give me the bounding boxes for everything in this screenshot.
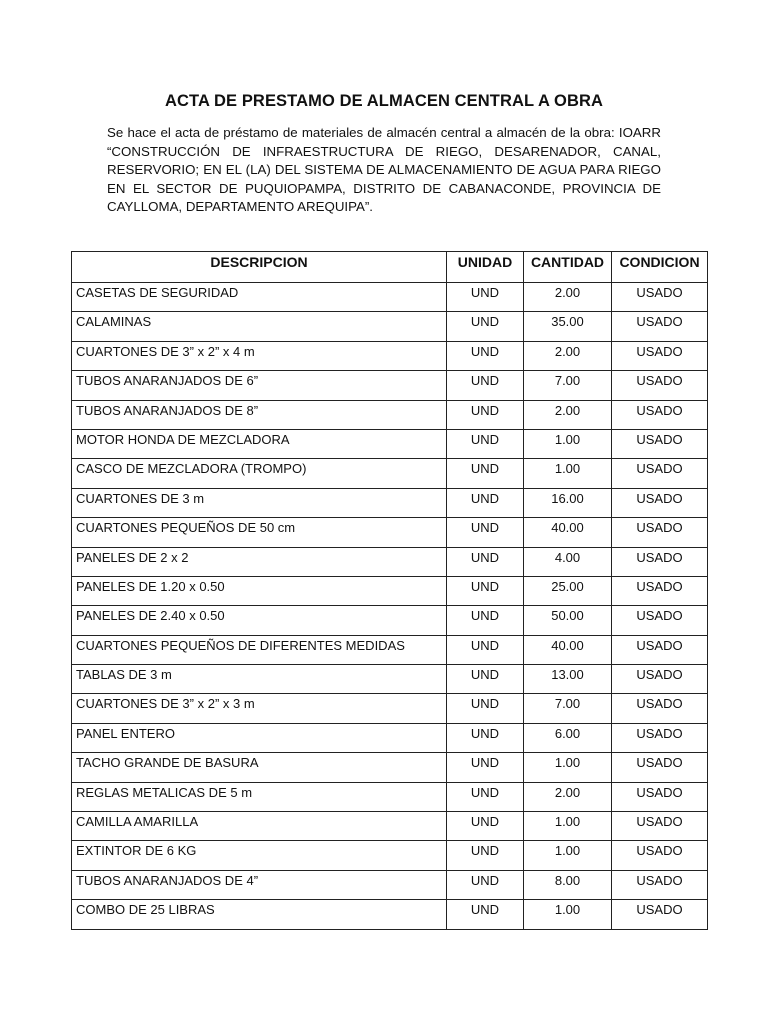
cell-unidad: UND <box>447 694 524 723</box>
cell-unidad: UND <box>447 459 524 488</box>
cell-condicion: USADO <box>612 870 708 899</box>
cell-cantidad: 6.00 <box>524 723 612 752</box>
cell-condicion: USADO <box>612 782 708 811</box>
cell-descripcion: TUBOS ANARANJADOS DE 6” <box>72 371 447 400</box>
table-row <box>72 576 708 605</box>
table-row <box>72 488 708 517</box>
cell-condicion: USADO <box>612 283 708 312</box>
cell-descripcion: TABLAS DE 3 m <box>72 665 447 694</box>
table-row <box>72 606 708 635</box>
cell-cantidad: 50.00 <box>524 606 612 635</box>
cell-descripcion: PANELES DE 2.40 x 0.50 <box>72 606 447 635</box>
cell-unidad: UND <box>447 900 524 929</box>
cell-cantidad: 7.00 <box>524 694 612 723</box>
table-row <box>72 723 708 752</box>
cell-cantidad: 1.00 <box>524 753 612 782</box>
cell-descripcion: MOTOR HONDA DE MEZCLADORA <box>72 429 447 458</box>
cell-unidad: UND <box>447 488 524 517</box>
cell-descripcion: EXTINTOR DE 6 KG <box>72 841 447 870</box>
cell-descripcion: CASETAS DE SEGURIDAD <box>72 283 447 312</box>
cell-cantidad: 1.00 <box>524 812 612 841</box>
cell-unidad: UND <box>447 518 524 547</box>
table-row <box>72 341 708 370</box>
materials-table <box>71 251 708 930</box>
table-row <box>72 694 708 723</box>
table-row <box>72 429 708 458</box>
cell-unidad: UND <box>447 723 524 752</box>
table-row <box>72 782 708 811</box>
cell-descripcion: CUARTONES DE 3” x 2” x 4 m <box>72 341 447 370</box>
cell-descripcion: CAMILLA AMARILLA <box>72 812 447 841</box>
cell-condicion: USADO <box>612 576 708 605</box>
cell-descripcion: CUARTONES PEQUEÑOS DE DIFERENTES MEDIDAS <box>72 635 447 664</box>
table-row <box>72 900 708 929</box>
cell-condicion: USADO <box>612 812 708 841</box>
cell-descripcion: PANELES DE 2 x 2 <box>72 547 447 576</box>
cell-cantidad: 40.00 <box>524 635 612 664</box>
cell-unidad: UND <box>447 841 524 870</box>
cell-unidad: UND <box>447 782 524 811</box>
cell-condicion: USADO <box>612 694 708 723</box>
cell-cantidad: 1.00 <box>524 429 612 458</box>
table-row <box>72 547 708 576</box>
cell-unidad: UND <box>447 635 524 664</box>
table-row <box>72 635 708 664</box>
header-descripcion: DESCRIPCION <box>72 252 447 283</box>
cell-unidad: UND <box>447 606 524 635</box>
cell-unidad: UND <box>447 576 524 605</box>
table-row <box>72 665 708 694</box>
cell-unidad: UND <box>447 283 524 312</box>
cell-condicion: USADO <box>612 635 708 664</box>
cell-condicion: USADO <box>612 900 708 929</box>
cell-descripcion: PANEL ENTERO <box>72 723 447 752</box>
cell-unidad: UND <box>447 870 524 899</box>
cell-cantidad: 25.00 <box>524 576 612 605</box>
cell-condicion: USADO <box>612 841 708 870</box>
cell-descripcion: TUBOS ANARANJADOS DE 4” <box>72 870 447 899</box>
cell-cantidad: 7.00 <box>524 371 612 400</box>
cell-condicion: USADO <box>612 400 708 429</box>
cell-descripcion: PANELES DE 1.20 x 0.50 <box>72 576 447 605</box>
cell-cantidad: 13.00 <box>524 665 612 694</box>
intro-paragraph: Se hace el acta de préstamo de materiales de almacén central a almacén de la obra: IOARR “CONSTRUCCIÓN DE INFRAESTRUCTURA DE RIEGO, DESARENADOR, CANAL, RESERVORIO; EN EL (LA) DEL SISTEMA DE ALMACENAMIENTO DE AGUA PARA RIEGO EN EL SECTOR DE PUQUIOPAMPA, DISTRITO DE CABANACONDE, PROVINCIA DE CAYLLOMA, DEPARTAMENTO AREQUIPA”. <box>107 125 661 214</box>
cell-condicion: USADO <box>612 606 708 635</box>
cell-descripcion: CASCO DE MEZCLADORA (TROMPO) <box>72 459 447 488</box>
table-row <box>72 870 708 899</box>
cell-unidad: UND <box>447 665 524 694</box>
cell-descripcion: CUARTONES DE 3” x 2” x 3 m <box>72 694 447 723</box>
table-row <box>72 283 708 312</box>
cell-cantidad: 4.00 <box>524 547 612 576</box>
document-title: ACTA DE PRESTAMO DE ALMACEN CENTRAL A OBRA <box>164 92 604 110</box>
cell-cantidad: 2.00 <box>524 400 612 429</box>
cell-cantidad: 2.00 <box>524 283 612 312</box>
cell-unidad: UND <box>447 753 524 782</box>
table-row <box>72 312 708 341</box>
cell-condicion: USADO <box>612 459 708 488</box>
cell-descripcion: CALAMINAS <box>72 312 447 341</box>
cell-cantidad: 2.00 <box>524 341 612 370</box>
cell-condicion: USADO <box>612 341 708 370</box>
cell-descripcion: TUBOS ANARANJADOS DE 8” <box>72 400 447 429</box>
cell-condicion: USADO <box>612 429 708 458</box>
cell-descripcion: REGLAS METALICAS DE 5 m <box>72 782 447 811</box>
table-row <box>72 371 708 400</box>
header-unidad: UNIDAD <box>447 252 524 283</box>
cell-descripcion: COMBO DE 25 LIBRAS <box>72 900 447 929</box>
cell-unidad: UND <box>447 429 524 458</box>
cell-cantidad: 1.00 <box>524 459 612 488</box>
cell-condicion: USADO <box>612 518 708 547</box>
cell-condicion: USADO <box>612 753 708 782</box>
cell-unidad: UND <box>447 371 524 400</box>
table-row <box>72 753 708 782</box>
header-condicion: CONDICION <box>612 252 708 283</box>
cell-descripcion: TACHO GRANDE DE BASURA <box>72 753 447 782</box>
cell-cantidad: 1.00 <box>524 900 612 929</box>
cell-unidad: UND <box>447 812 524 841</box>
table-row <box>72 400 708 429</box>
cell-cantidad: 1.00 <box>524 841 612 870</box>
table-row <box>72 841 708 870</box>
cell-cantidad: 8.00 <box>524 870 612 899</box>
cell-cantidad: 35.00 <box>524 312 612 341</box>
cell-condicion: USADO <box>612 723 708 752</box>
table-row <box>72 518 708 547</box>
header-cantidad: CANTIDAD <box>524 252 612 283</box>
cell-unidad: UND <box>447 547 524 576</box>
table-header-row <box>72 252 708 283</box>
cell-descripcion: CUARTONES DE 3 m <box>72 488 447 517</box>
cell-unidad: UND <box>447 400 524 429</box>
cell-cantidad: 2.00 <box>524 782 612 811</box>
cell-descripcion: CUARTONES PEQUEÑOS DE 50 cm <box>72 518 447 547</box>
cell-unidad: UND <box>447 341 524 370</box>
cell-condicion: USADO <box>612 665 708 694</box>
table-body <box>72 283 708 930</box>
cell-condicion: USADO <box>612 547 708 576</box>
cell-cantidad: 16.00 <box>524 488 612 517</box>
cell-condicion: USADO <box>612 312 708 341</box>
table-row <box>72 812 708 841</box>
cell-cantidad: 40.00 <box>524 518 612 547</box>
cell-condicion: USADO <box>612 488 708 517</box>
cell-unidad: UND <box>447 312 524 341</box>
cell-condicion: USADO <box>612 371 708 400</box>
table-row <box>72 459 708 488</box>
